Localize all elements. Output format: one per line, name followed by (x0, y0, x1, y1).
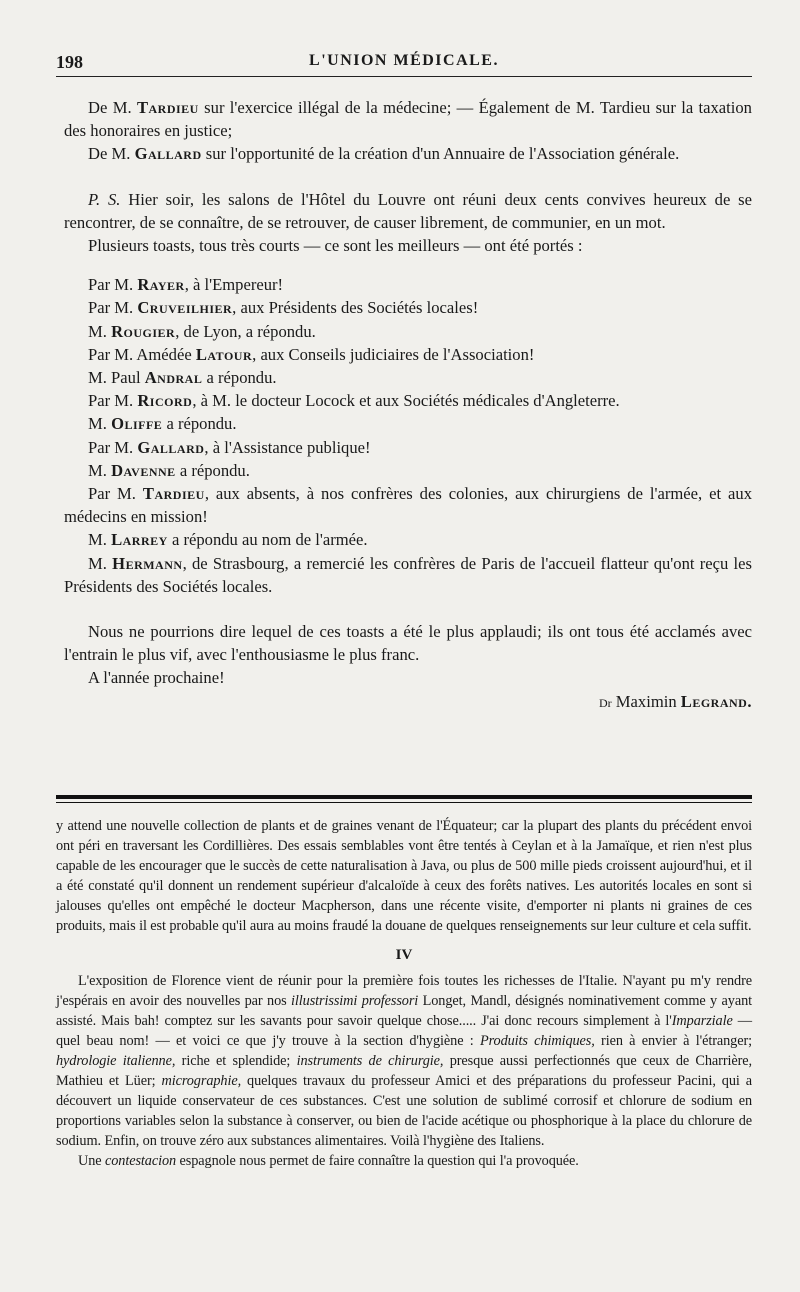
paragraph-postscript: P. S. Hier soir, les salons de l'Hôtel du Louvre ont réuni deux cents convives heureux de se rencontrer, de se connaître, de se retrouver, de causer librement, de communier, en un mot. (64, 189, 752, 232)
toast-item: M. Larrey a répondu au nom de l'armée. (88, 530, 368, 550)
feuilleton-paragraph-florence: L'exposition de Florence vient de réunir pour la première fois toutes les richesses de l'Italie. N'ayant pu m'y rendre j'espérais en avoir des nouvelles par nos illustrissimi professori Longet, Mandl, désignés nominativement comme y ayant assisté. Mais bah! comptez sur les savants pour savoir quelque chose..... J'ai donc recours simplement à l'Imparziale — quel beau nom! — et voici ce que j'y trouve à la section d'hygiène : Produits chimiques, rien à envier à l'étranger; hydrologie italienne, riche et splendide; instruments de chirurgie, presque aussi perfectionnés que ceux de Charrière, Mathieu et Lüer; micrographie, quelques travaux du professeur Amici et des préparations du professeur Pacini, qui a découvert un liquide conservateur de ces substances. C'est une solution de sublimé corrosif et chlorure de sodium en proportions variables selon la substance à conserver, ou bien de l'acide acétique ou phosphorique à la place du chlorure de sodium. Enfin, on trouve zéro aux substances alimentaires. Voilà l'hygiène des Italiens. (56, 972, 752, 1150)
page-header (56, 50, 752, 77)
signature: Dr Maximin Legrand. (598, 691, 752, 711)
running-title: L'UNION MÉDICALE. (309, 52, 499, 69)
toast-list (64, 273, 752, 598)
toast-item: M. Paul Andral a répondu. (88, 368, 277, 388)
section-number: IV (395, 946, 413, 963)
paragraph-closing: Nous ne pourrions dire lequel de ces toasts a été le plus applaudi; ils ont tous été acclamés avec l'entrain le plus vif, avec l'enthousiasme le plus franc. (64, 622, 752, 665)
toast-item: Par M. Ricord, à M. le docteur Locock et aux Sociétés médicales d'Angleterre. (88, 391, 620, 411)
page-number: 198 (56, 52, 83, 72)
paragraph-tardieu: De M. Tardieu sur l'exercice illégal de la médecine; — Également de M. Tardieu sur la taxation des honoraires en justice; (64, 98, 752, 141)
paragraph-gallard: De M. Gallard sur l'opportunité de la création d'un Annuaire de l'Association générale. (88, 144, 680, 164)
feuilleton (56, 816, 752, 1172)
feuilleton-paragraph-quinquina: y attend une nouvelle collection de plants et de graines venant de l'Équateur; car la plupart des plants du précédent envoi ont péri en traversant les Cordillières. Des essais semblables vont être tentés à Ceylan et à la Jamaïque, et rien n'est plus capable de les encourager que le succès de cette naturalisation à Java, ou plus de 500 mille pieds croissent aujourd'hui, et il a été constaté qu'il donnent un rendement supérieur d'alcaloïde à ceux des forêts natives. Les autorités locales en sont si jalouses qu'elles ont empêché le docteur Macpherson, dans une récente visite, d'emporter ni plants ni graines de ces produits, mais il est probable qu'il aura au moins fraudé la douane de quelques renseignements sur leur culture et cela suffit. (56, 818, 752, 935)
toast-item: M. Hermann, de Strasbourg, a remercié les confrères de Paris de l'accueil flatteur qu'ont reçu les Présidents des Sociétés locales. (64, 553, 752, 596)
name-gallard: Gallard (134, 144, 202, 164)
ps-label: P. S. (88, 189, 121, 209)
toast-item: M. Davenne a répondu. (88, 460, 250, 480)
toast-item: Par M. Tardieu, aux absents, à nos confrères des colonies, aux chirurgiens de l'armée, et aux médecins en mission! (64, 484, 752, 527)
toast-item: Par M. Cruveilhier, aux Présidents des Sociétés locales! (88, 298, 479, 318)
toast-item: Par M. Gallard, à l'Assistance publique! (88, 437, 371, 457)
toast-item: Par M. Rayer, à l'Empereur! (88, 275, 284, 295)
paragraph-farewell: A l'année prochaine! (88, 668, 225, 688)
toast-item: M. Rougier, de Lyon, a répondu. (88, 321, 316, 341)
toast-item: Par M. Amédée Latour, aux Conseils judiciaires de l'Association! (88, 344, 535, 364)
main-article (64, 96, 752, 715)
feuilleton-divider (56, 795, 752, 803)
paragraph-toasts-intro: Plusieurs toasts, tous très courts — ce sont les meilleurs — ont été portés : (88, 236, 583, 256)
name-tardieu: Tardieu (136, 98, 199, 117)
toast-item: M. Oliffe a répondu. (88, 414, 237, 434)
feuilleton-paragraph-contestacion: Une contestacion espagnole nous permet de faire connaître la question qui l'a provoquée. (78, 1153, 579, 1170)
